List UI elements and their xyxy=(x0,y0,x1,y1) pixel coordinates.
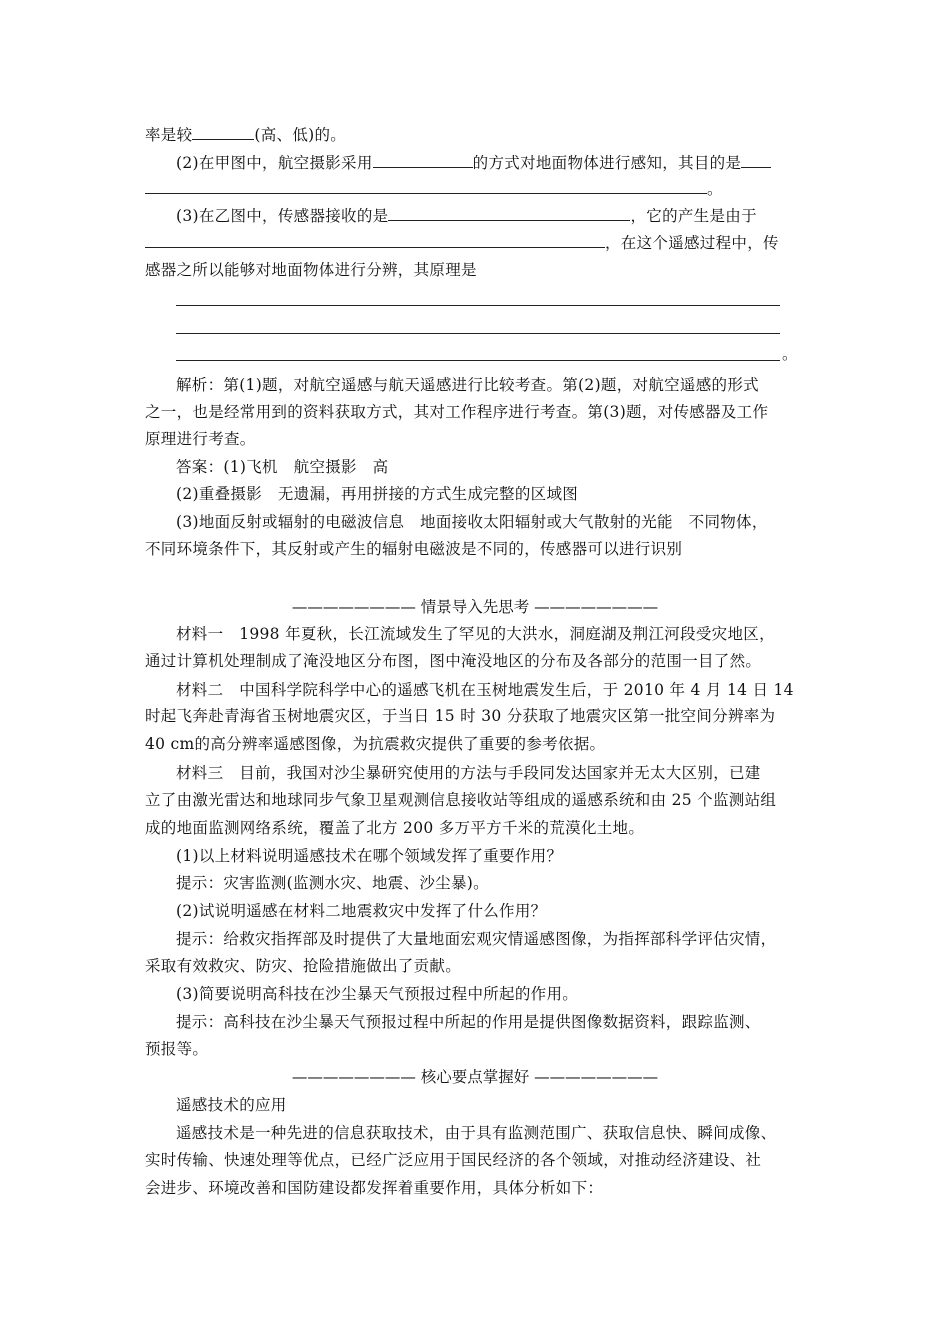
answer-line: (3)地面反射或辐射的电磁波信息 地面接收太阳辐射或大气散射的光能 不同物体， xyxy=(176,513,768,531)
body-line: 实时传输、快速处理等优点，已经广泛应用于国民经济的各个领域，对推动经济建设、社 xyxy=(145,1151,762,1169)
analysis-line: 原理进行考查。 xyxy=(145,430,256,448)
question-item: (3)简要说明高科技在沙尘暴天气预报过程中所起的作用。 xyxy=(176,985,579,1003)
body-line: 会进步、环境改善和国防建设都发挥着重要作用，具体分析如下： xyxy=(145,1179,604,1197)
question-line-6: 感器之所以能够对地面物体进行分辨，其原理是 xyxy=(145,261,477,279)
question-line-5 xyxy=(145,233,779,253)
answer-blank xyxy=(145,233,605,248)
material-line: 材料一 1998 年夏秋，长江流域发生了罕见的大洪水，洞庭湖及荆江河段受灾地区， xyxy=(176,625,775,643)
analysis-line: 解析：第(1)题，对航空遥感与航天遥感进行比较考查。第(2)题，对航空遥感的形式 xyxy=(176,376,759,394)
hint-line: 预报等。 xyxy=(145,1040,209,1058)
material-line: 立了由激光雷达和地球同步气象卫星观测信息接收站等组成的遥感系统和由 25 个监测站组 xyxy=(145,791,777,809)
question-text: (3)在乙图中，传感器接收的是 xyxy=(176,207,389,225)
question-text: 率是较 xyxy=(145,126,193,144)
material-line: 40 cm的高分辨率遥感图像，为抗震救灾提供了重要的参考依据。 xyxy=(145,735,606,753)
answer-line: (2)重叠摄影 无遗漏，再用拼接的方式生成完整的区域图 xyxy=(176,485,579,503)
question-item: (2)试说明遥感在材料二地震救灾中发挥了什么作用？ xyxy=(176,902,547,920)
hint-line: 提示：给救灾指挥部及时提供了大量地面宏观灾情遥感图像，为指挥部科学评估灾情， xyxy=(176,930,777,948)
answer-blank xyxy=(373,153,473,168)
answer-blank xyxy=(388,206,630,221)
question-item: (1)以上材料说明遥感技术在哪个领域发挥了重要作用？ xyxy=(176,847,563,865)
answer-blank xyxy=(192,125,254,140)
question-text: (高、低)的。 xyxy=(254,126,347,144)
answer-blank xyxy=(741,153,771,168)
question-end-mark: 。 xyxy=(782,345,798,363)
hint-line: 提示：高科技在沙尘暴天气预报过程中所起的作用是提供图像数据资料，跟踪监测、 xyxy=(176,1013,761,1031)
analysis-line: 之一，也是经常用到的资料获取方式，其对工作程序进行考查。第(3)题，对传感器及工作 xyxy=(145,403,769,421)
question-line-1 xyxy=(145,125,346,145)
question-text: ，在这个遥感过程中，传 xyxy=(605,234,779,252)
material-line: 材料二 中国科学院科学中心的遥感飞机在玉树地震发生后，于 2010 年 4 月 14 日 14 xyxy=(176,681,794,699)
answer-line: 不同环境条件下，其反射或产生的辐射电磁波是不同的，传感器可以进行识别 xyxy=(145,540,683,558)
material-line: 通过计算机处理制成了淹没地区分布图，图中淹没地区的分布及各部分的范围一目了然。 xyxy=(145,652,762,670)
section-heading: ———————— 情景导入先思考 ———————— xyxy=(291,598,659,616)
material-line: 时起飞奔赴青海省玉树地震灾区，于当日 15 时 30 分获取了地震灾区第一批空间分辨率为 xyxy=(145,707,776,725)
hint-line: 提示：灾害监测(监测水灾、地震、沙尘暴)。 xyxy=(176,874,489,892)
material-line: 成的地面监测网络系统，覆盖了北方 200 多万平方千米的荒漠化土地。 xyxy=(145,819,645,837)
question-line-3 xyxy=(145,179,723,199)
material-line: 材料三 目前，我国对沙尘暴研究使用的方法与手段同发达国家并无太大区别，已建 xyxy=(176,764,761,782)
answer-rule xyxy=(176,360,780,361)
question-text: 的方式对地面物体进行感知，其目的是 xyxy=(472,154,742,172)
answer-rule xyxy=(176,305,780,306)
question-text: 。 xyxy=(707,180,723,198)
question-line-4 xyxy=(176,206,757,226)
subheading: 遥感技术的应用 xyxy=(176,1096,287,1114)
section-heading: ———————— 核心要点掌握好 ———————— xyxy=(291,1068,659,1086)
answer-line: 答案：(1)飞机 航空摄影 高 xyxy=(176,458,389,476)
question-text: ，它的产生是由于 xyxy=(630,207,757,225)
answer-blank xyxy=(145,179,707,194)
hint-line: 采取有效救灾、防灾、抢险措施做出了贡献。 xyxy=(145,957,462,975)
body-line: 遥感技术是一种先进的信息获取技术，由于具有监测范围广、获取信息快、瞬间成像、 xyxy=(176,1124,777,1142)
question-text: (2)在甲图中，航空摄影采用 xyxy=(176,154,373,172)
question-line-2 xyxy=(176,153,771,173)
answer-rule xyxy=(176,333,780,334)
